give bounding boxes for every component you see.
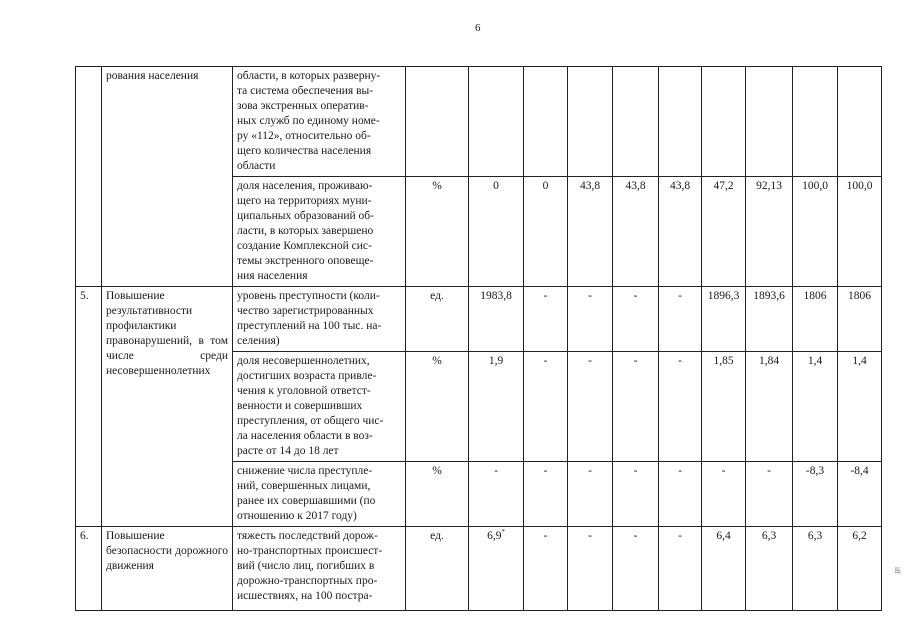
- value-cell: 1806: [793, 287, 838, 352]
- indicators-table: [75, 66, 882, 611]
- value-cell: 1806: [838, 287, 882, 352]
- value-cell: -: [524, 352, 568, 462]
- value-cell: 43,8: [613, 177, 659, 287]
- value-cell: [613, 67, 659, 177]
- value-cell: -: [613, 287, 659, 352]
- value-cell: 1893,6: [746, 287, 793, 352]
- value-cell: -: [568, 352, 613, 462]
- value-cell: [568, 67, 613, 177]
- value-cell: 100,0: [838, 177, 882, 287]
- value-cell: -: [659, 462, 702, 527]
- value-cell: -: [524, 527, 568, 611]
- indicator-cell: доля населения, проживаю- щего на территориях муни- ципальных образований об- ласти, в которых завершено создание Комплексной сис- темы экстренного оповеще- ния населения: [233, 177, 406, 287]
- value-cell: -: [613, 527, 659, 611]
- unit-cell: [406, 67, 469, 177]
- value-cell: [793, 67, 838, 177]
- value-cell: -: [568, 527, 613, 611]
- value-cell: -: [568, 462, 613, 527]
- value-cell: 1983,8: [469, 287, 524, 352]
- value-cell: 1,85: [702, 352, 746, 462]
- value-cell: 1,4: [838, 352, 882, 462]
- indicator-cell: снижение числа преступле- ний, совершенных лицами, ранее их совершавшими (по отношению к 2017 году): [233, 462, 406, 527]
- value-cell: 43,8: [659, 177, 702, 287]
- value-cell: -: [524, 287, 568, 352]
- value-cell: 1,9: [469, 352, 524, 462]
- unit-cell: ед.: [406, 287, 469, 352]
- value-cell: [838, 67, 882, 177]
- value-cell: 6,2: [838, 527, 882, 611]
- value-cell: 6,3: [746, 527, 793, 611]
- value-cell: -: [469, 462, 524, 527]
- table-row: [76, 287, 882, 352]
- goal-cell: Повышение результативности профилактики правонарушений, в том числе среди несовершеннолетних: [102, 287, 233, 527]
- value-cell: -: [613, 462, 659, 527]
- value-cell: -: [659, 287, 702, 352]
- goal-cell: рования населения: [102, 67, 233, 287]
- value-cell: -: [702, 462, 746, 527]
- value-cell: 100,0: [793, 177, 838, 287]
- row-number-cell: 5.: [76, 287, 102, 527]
- base-value: 6,9: [487, 530, 502, 542]
- value-cell: 92,13: [746, 177, 793, 287]
- value-cell: [524, 67, 568, 177]
- table-row: [76, 67, 882, 177]
- unit-cell: %: [406, 352, 469, 462]
- value-cell: -: [568, 287, 613, 352]
- value-cell: -8,3: [793, 462, 838, 527]
- value-cell: [469, 527, 524, 611]
- value-cell: [469, 67, 524, 177]
- indicator-cell: области, в которых разверну- та система обеспечения вы- зова экстренных оператив- ных служб по единому номе- ру «112», относительно об- щего количества населения области: [233, 67, 406, 177]
- value-cell: 47,2: [702, 177, 746, 287]
- value-cell: -8,4: [838, 462, 882, 527]
- footnote-mark: *: [501, 528, 505, 537]
- value-cell: [702, 67, 746, 177]
- value-cell: 1896,3: [702, 287, 746, 352]
- row-number-cell: [76, 67, 102, 287]
- value-cell: 6,4: [702, 527, 746, 611]
- value-cell: -: [746, 462, 793, 527]
- row-number-cell: 6.: [76, 527, 102, 611]
- value-cell: 6,3: [793, 527, 838, 611]
- value-cell: -: [659, 527, 702, 611]
- page-number: 6: [475, 22, 481, 34]
- scan-margin-mark: iff: [893, 567, 901, 574]
- value-cell: -: [524, 462, 568, 527]
- indicator-cell: доля несовершеннолетних, достигших возраста привле- чения к уголовной ответст- венности и совершивших преступления, от общего чис- ла населения области в воз- расте от 14 до 18 лет: [233, 352, 406, 462]
- value-cell: 43,8: [568, 177, 613, 287]
- unit-cell: %: [406, 177, 469, 287]
- value-cell: 1,4: [793, 352, 838, 462]
- value-cell: 0: [469, 177, 524, 287]
- value-cell: -: [613, 352, 659, 462]
- indicator-cell: уровень преступности (коли- чество зарегистрированных преступлений на 100 тыс. на- селения): [233, 287, 406, 352]
- value-cell: [659, 67, 702, 177]
- value-cell: [746, 67, 793, 177]
- value-cell: -: [659, 352, 702, 462]
- value-cell: 1,84: [746, 352, 793, 462]
- unit-cell: ед.: [406, 527, 469, 611]
- unit-cell: %: [406, 462, 469, 527]
- goal-cell: Повышение безопасности дорожного движения: [102, 527, 233, 611]
- indicator-cell: тяжесть последствий дорож- но-транспортных происшест- вий (число лиц, погибших в дорожно-транспортных про- исшествиях, на 100 постра-: [233, 527, 406, 611]
- value-cell: 0: [524, 177, 568, 287]
- table-row: [76, 527, 882, 611]
